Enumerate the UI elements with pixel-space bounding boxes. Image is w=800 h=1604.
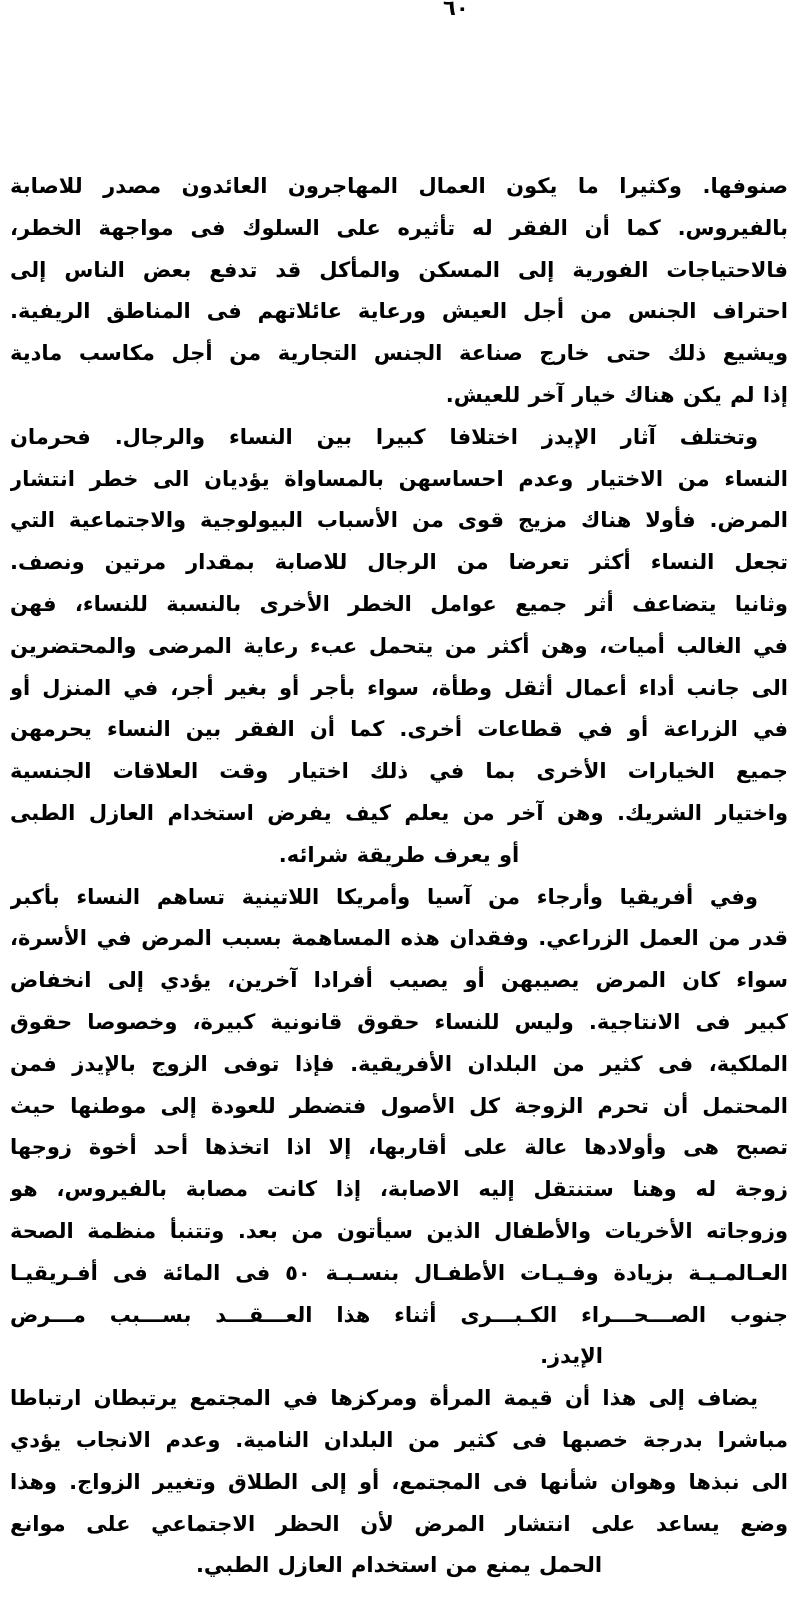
text-line: الى جانب أداء أعمال أثقل وطأة، سواء بأجر أو بغير أجر، في المنزل أو xyxy=(10,675,788,700)
text-line: العـالمـيـة بزيادة وفـيـات الأطفـال بنسـبـة ٥٠ فى المائة فى أفـريقيـا xyxy=(10,1260,788,1285)
paragraph-4 xyxy=(10,1378,788,1587)
text-line: في الزراعة أو في قطاعات أخرى. كما أن الفقر بين النساء يحرمهن xyxy=(10,717,788,742)
text-line: المحتمل أن تحرم الزوجة كل الأصول فتضطر للعودة إلى موطنها حيث xyxy=(10,1093,788,1118)
text-line: الحمل يمنع من استخدام العازل الطبي. xyxy=(195,1553,603,1578)
text-line: صنوفها. وكثيرا ما يكون العمال المهاجرون العائدون مصدر للاصابة xyxy=(10,174,788,198)
text-line: مباشرا بدرجة خصبها فى كثير من البلدان النامية. وعدم الانجاب يؤدي xyxy=(10,1427,788,1452)
paragraph-3 xyxy=(10,877,788,1379)
paragraph-2 xyxy=(10,417,788,877)
text-line: تجعل النساء أكثر تعرضا من الرجال للاصابة بمقدار مرتين ونصف. xyxy=(10,550,788,575)
text-line: سواء كان المرض يصيبهن أو يصيب أفرادا آخرين، يؤدي إلى انخفاض xyxy=(10,968,788,993)
text-line: أو يعرف طريقة شرائه. xyxy=(278,842,520,867)
text-line: احتراف الجنس من أجل العيش ورعاية عائلاتهم فى المناطق الريفية. xyxy=(10,299,788,324)
text-line: وثانيا يتضاعف أثر جميع عوامل الخطر الأخرى بالنسبة للنساء، فهن xyxy=(10,591,788,616)
text-line: ويشيع ذلك حتى خارج صناعة الجنس التجارية من أجل مكاسب مادية xyxy=(10,341,788,366)
text-line: الملكية، فى كثير من البلدان الأفريقية. فإذا توفى الزوج بالإيدز فمن xyxy=(10,1051,788,1076)
body-text-block xyxy=(10,166,788,1587)
text-line: وتختلف آثار الإيدز اختلافا كبيرا بين النساء والرجال. فحرمان xyxy=(10,424,758,449)
text-line: وزوجاته الأخريات والأطفال الذين سيأتون من بعد. وتتنبأ منظمة الصحة xyxy=(10,1218,788,1243)
paragraph-1 xyxy=(10,166,788,417)
text-line: جميع الخيارات الأخرى بما في ذلك اختيار وقت العلاقات الجنسية xyxy=(10,759,788,784)
text-line: بالفيروس. كما أن الفقر له تأثيره على السلوك فى مواجهة الخطر، xyxy=(10,215,788,240)
text-line: واختيار الشريك. وهن آخر من يعلم كيف يفرض استخدام العازل الطبى xyxy=(10,800,788,825)
text-line: فالاحتياجات الفورية إلى المسكن والمأكل قد تدفع بعض الناس إلى xyxy=(10,257,788,282)
text-line: جنوب الصـــحـــراء الكـبـــرى أثناء هذا العـــقـــد بســـبب مـــرض xyxy=(10,1302,788,1327)
text-line: الى نبذها وهوان شأنها فى المجتمع، أو إلى الطلاق وتغيير الزواج. وهذا xyxy=(10,1469,788,1494)
text-line: قدر من العمل الزراعي. وفقدان هذه المساهمة بسبب المرض في الأسرة، xyxy=(10,926,788,951)
text-line: في الغالب أميات، وهن أكثر من يتحمل عبء رعاية المرضى والمحتضرين xyxy=(10,633,788,658)
text-line: تصبح هى وأولادها عالة على أقاربها، إلا اذا اتخذها أحد أخوة زوجها xyxy=(10,1135,788,1160)
text-line: الإيدز. xyxy=(540,1344,603,1369)
text-line: كبير فى الانتاجية. وليس للنساء حقوق قانونية كبيرة، وخصوصا حقوق xyxy=(10,1009,788,1034)
text-line: النساء من الاختيار وعدم احساسهن بالمساواة يؤديان الى خطر انتشار xyxy=(10,466,788,491)
text-line: وفي أفريقيا وأرجاء من آسيا وأمريكا اللاتينية تساهم النساء بأكبر xyxy=(10,884,758,909)
text-line: زوجة له وهنا ستنتقل إليه الاصابة، إذا كانت مصابة بالفيروس، هو xyxy=(10,1177,788,1202)
text-line: يضاف إلى هذا أن قيمة المرأة ومركزها في المجتمع يرتبطان ارتباطا xyxy=(10,1386,758,1411)
page-number: ٦٠ xyxy=(443,0,469,20)
text-line: وضع يساعد على انتشار المرض لأن الحظر الاجتماعي على موانع xyxy=(10,1511,788,1536)
text-line: المرض. فأولا هناك مزيج قوى من الأسباب البيولوجية والاجتماعية التي xyxy=(10,508,788,533)
text-line: إذا لم يكن هناك خيار آخر للعيش. xyxy=(445,382,788,407)
